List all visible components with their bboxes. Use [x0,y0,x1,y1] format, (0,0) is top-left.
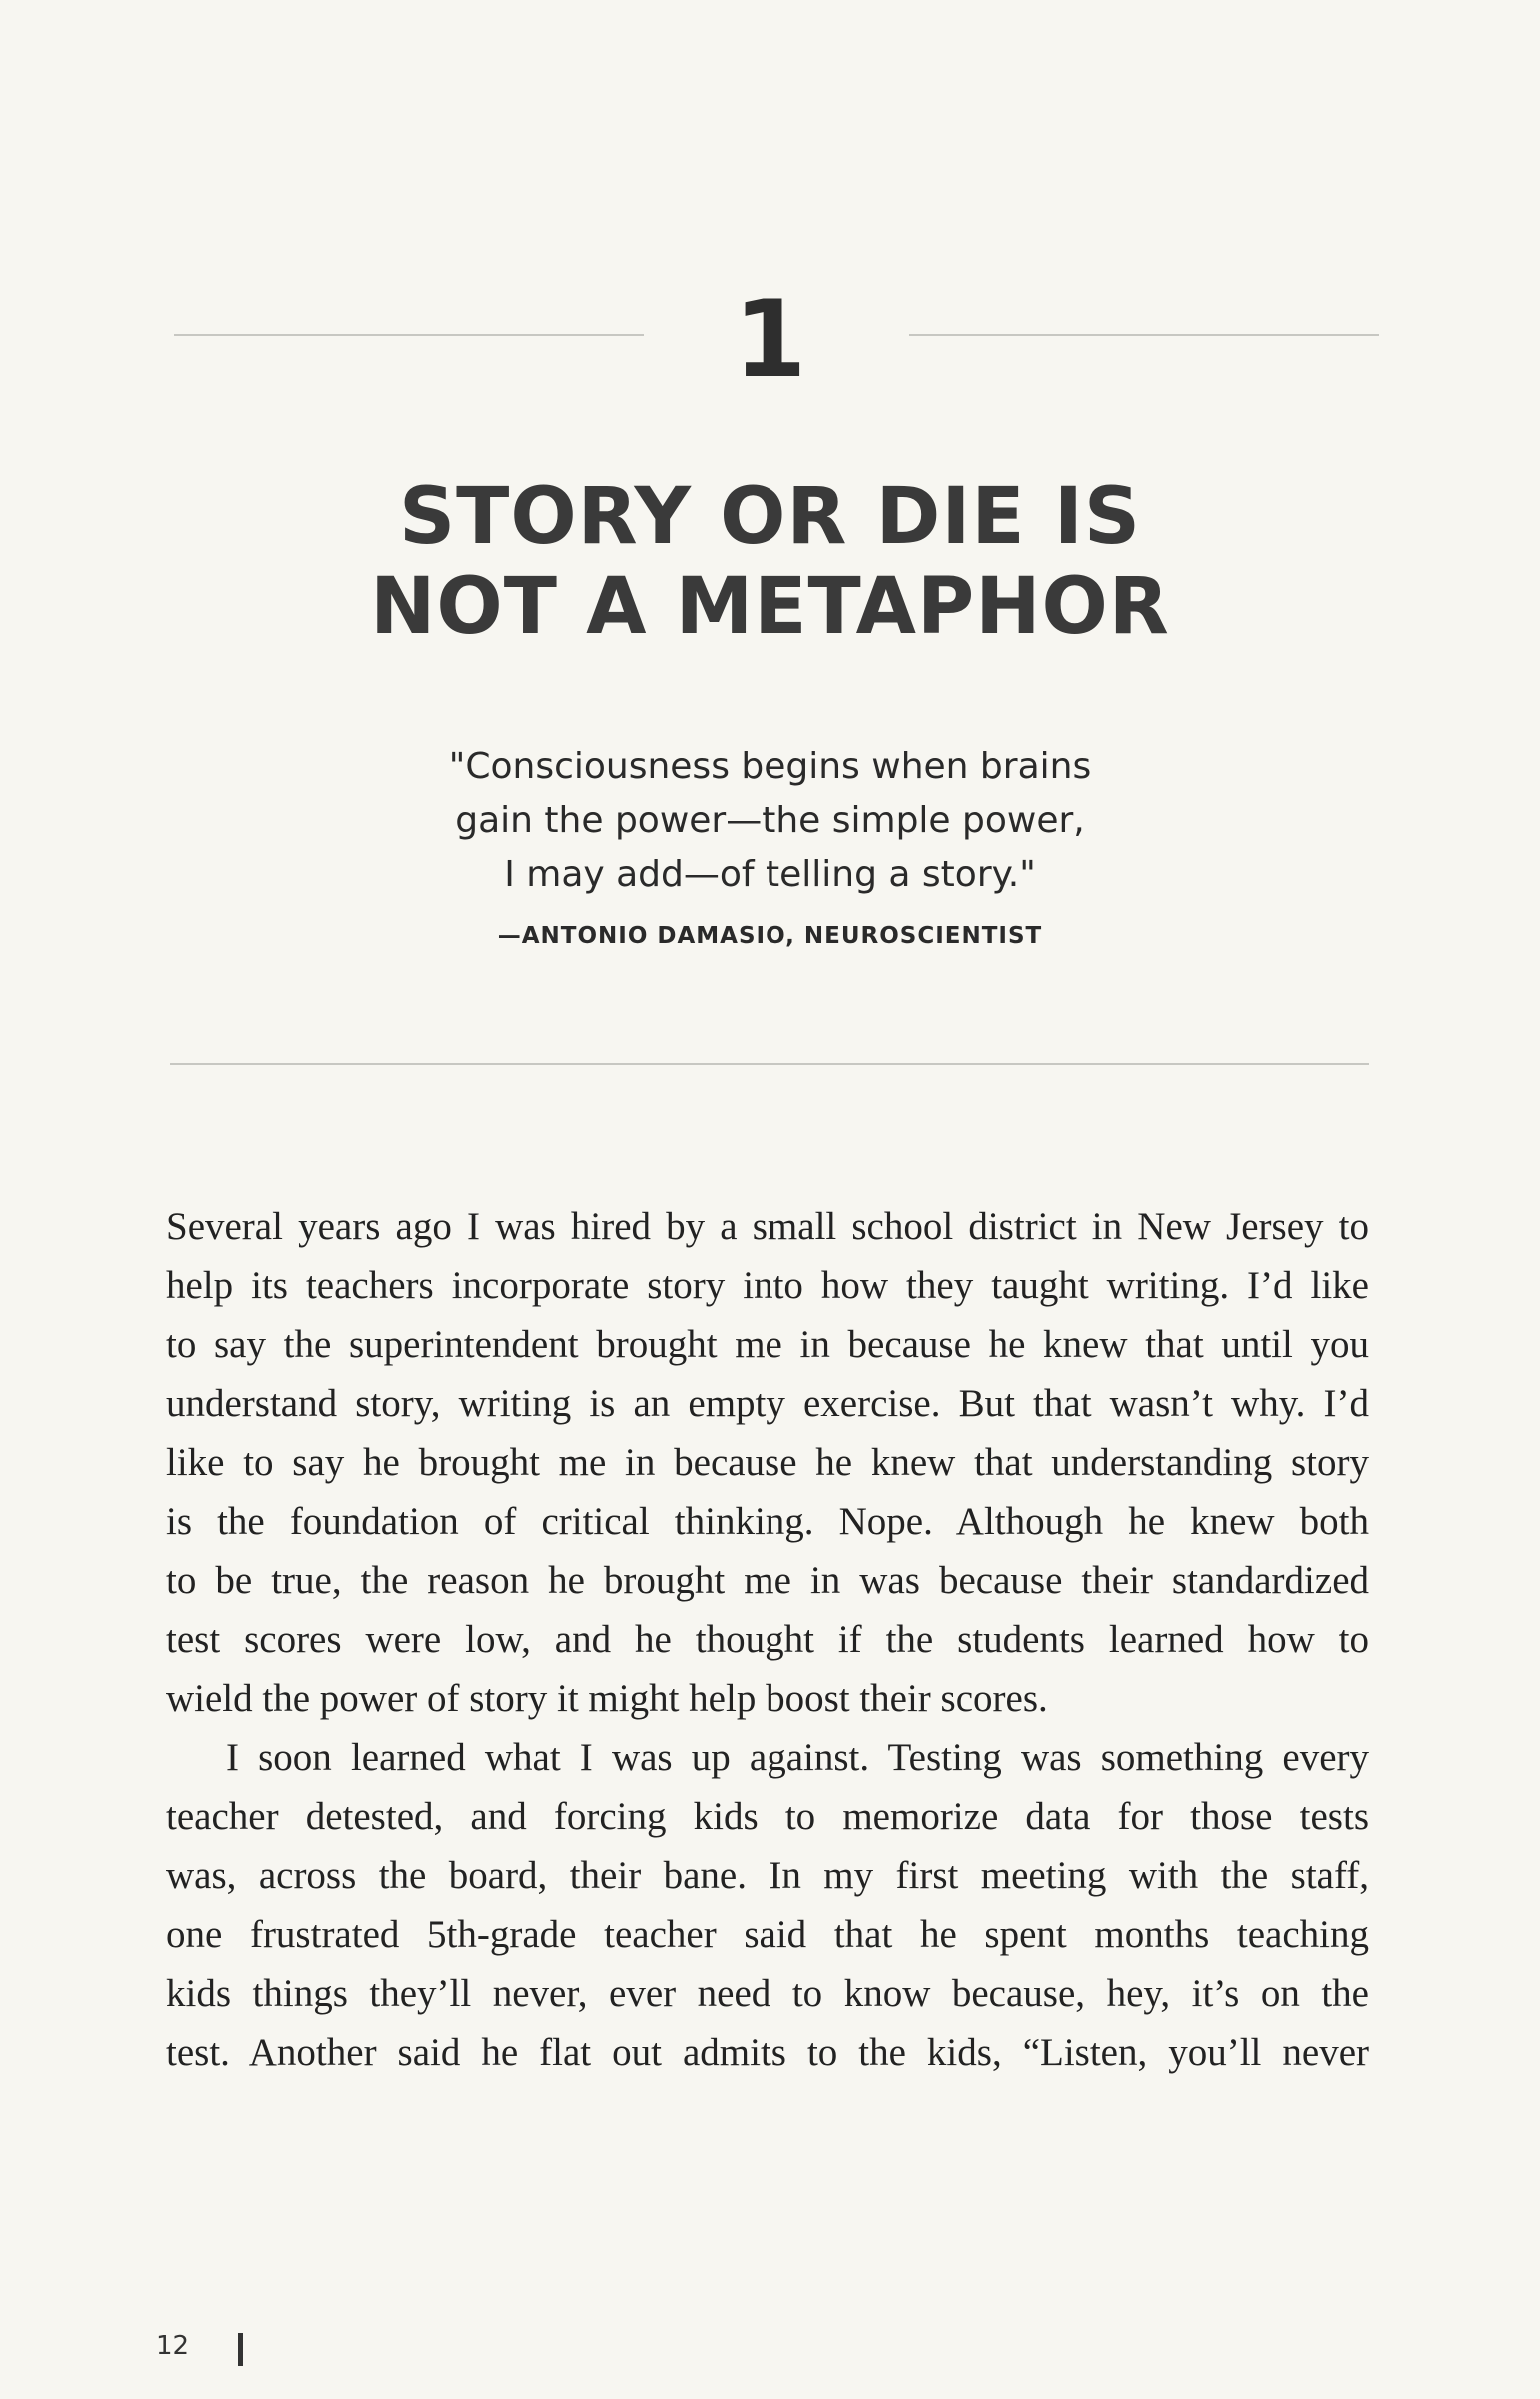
chapter-number: 1 [733,278,807,401]
epigraph-line-1: "Consciousness begins when brains [448,746,1092,787]
page-number-bar [238,2333,243,2366]
epigraph-line-2: gain the power—the simple power, [455,800,1085,841]
epigraph-divider [170,1063,1369,1065]
body-line: understand story, writing is an empty exercise. But that wasn’t why. I’d [166,1382,1369,1425]
chapter-title-line-2: NOT A METAPHOR [370,562,1170,652]
body-line: Several years ago I was hired by a small school district in New Jersey to [166,1205,1369,1248]
epigraph-quote [300,740,1240,902]
body-line: was, across the board, their bane. In my first meeting with the staff, [166,1854,1369,1897]
epigraph-line-3: I may add—of telling a story." [504,854,1036,895]
chapter-title [280,472,1260,652]
chapter-title-line-1: STORY OR DIE IS [398,472,1142,562]
body-line: is the foundation of critical thinking. Nope. Although he knew both [166,1500,1369,1543]
body-line: I soon learned what I was up against. Testing was something every [226,1736,1369,1779]
body-line: kids things they’ll never, ever need to know because, hey, it’s on the [166,1972,1369,2015]
chapter-rule-right [909,334,1379,336]
body-line: one frustrated 5th-grade teacher said that he spent months teaching [166,1913,1369,1956]
body-line: like to say he brought me in because he knew that understanding story [166,1441,1369,1484]
epigraph-attribution: —ANTONIO DAMASIO, NEUROSCIENTIST [497,923,1043,949]
body-line: test. Another said he flat out admits to the kids, “Listen, you’ll never [166,2031,1369,2074]
body-line: to be true, the reason he brought me in was because their standardized [166,1559,1369,1602]
page-number: 12 [156,2331,190,2361]
body-line: to say the superintendent brought me in because he knew that until you [166,1323,1369,1366]
body-line: help its teachers incorporate story into how they taught writing. I’d like [166,1264,1369,1307]
body-text [166,1198,1369,2082]
body-line: teacher detested, and forcing kids to memorize data for those tests [166,1795,1369,1838]
body-line: wield the power of story it might help boost their scores. [166,1677,1048,1720]
body-line: test scores were low, and he thought if the students learned how to [166,1618,1369,1661]
